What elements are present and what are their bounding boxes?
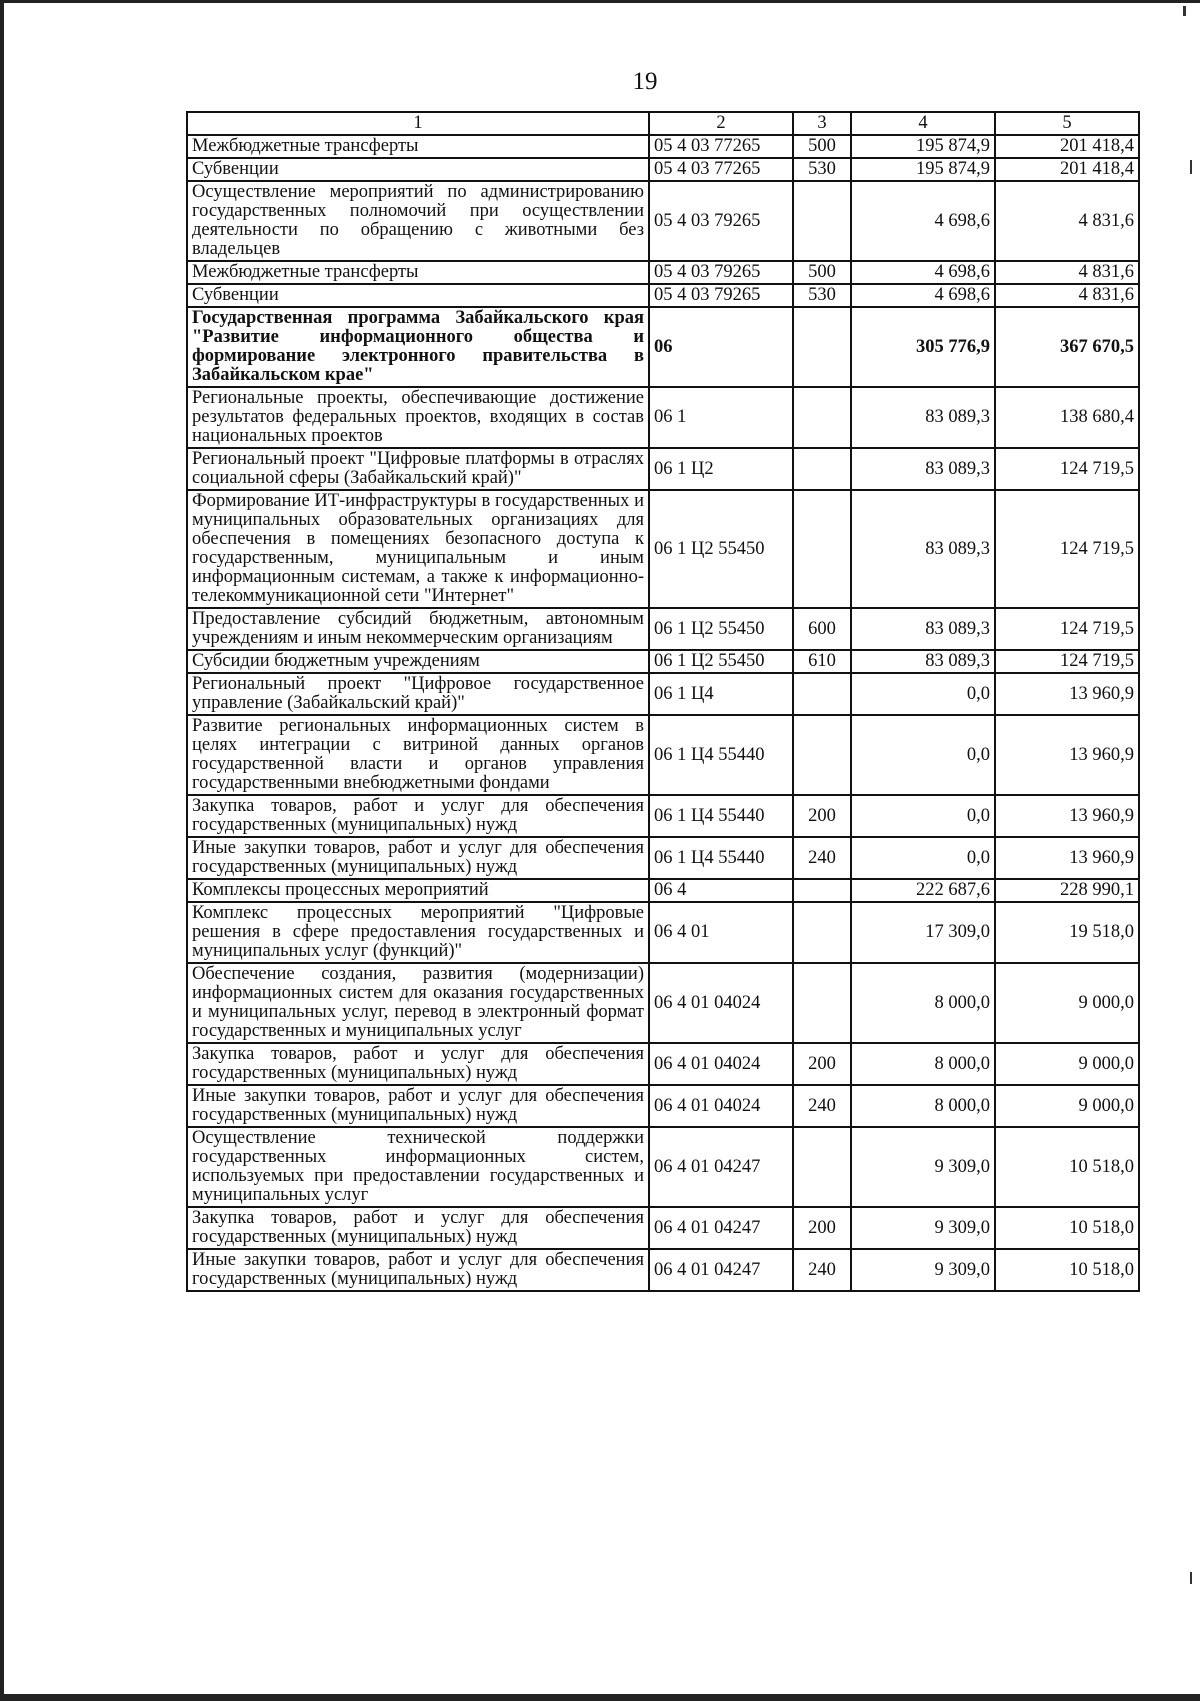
row-amount-2-cell: 13 960,9 <box>995 795 1139 837</box>
row-name-cell: Осуществление технической поддержки государственных информационных систем, используемых при предоставлении государственных и муниципальных услуг <box>187 1127 649 1207</box>
row-vr-cell <box>793 490 851 608</box>
row-name-cell: Региональный проект "Цифровое государственное управление (Забайкальский край)" <box>187 673 649 715</box>
row-vr-cell <box>793 963 851 1043</box>
row-name-cell: Субсидии бюджетным учреждениям <box>187 650 649 673</box>
row-amount-1-cell: 9 309,0 <box>851 1207 995 1249</box>
row-vr-cell: 530 <box>793 158 851 181</box>
row-amount-1-cell: 195 874,9 <box>851 135 995 158</box>
row-code-cell: 06 1 Ц4 55440 <box>649 837 793 879</box>
row-amount-1-cell: 8 000,0 <box>851 963 995 1043</box>
row-code-cell: 06 1 Ц4 55440 <box>649 715 793 795</box>
row-amount-2-cell: 9 000,0 <box>995 1043 1139 1085</box>
row-vr-cell <box>793 307 851 387</box>
row-vr-cell <box>793 181 851 261</box>
scan-speck <box>1190 1572 1192 1584</box>
row-code-cell: 06 4 01 <box>649 902 793 963</box>
row-amount-1-cell: 9 309,0 <box>851 1249 995 1291</box>
row-code-cell: 06 1 Ц4 <box>649 673 793 715</box>
row-amount-1-cell: 222 687,6 <box>851 879 995 902</box>
row-amount-1-cell: 83 089,3 <box>851 448 995 490</box>
header-col-1: 1 <box>187 112 649 135</box>
row-name-cell: Иные закупки товаров, работ и услуг для обеспечения государственных (муниципальных) нужд <box>187 1085 649 1127</box>
page-number: 19 <box>632 68 658 95</box>
scan-edge-left <box>0 0 4 1701</box>
row-amount-1-cell: 4 698,6 <box>851 261 995 284</box>
row-name-cell: Иные закупки товаров, работ и услуг для обеспечения государственных (муниципальных) нужд <box>187 1249 649 1291</box>
table-header-row <box>187 112 1139 135</box>
table-row <box>187 1207 1139 1249</box>
row-amount-2-cell: 13 960,9 <box>995 715 1139 795</box>
table-row <box>187 837 1139 879</box>
header-col-5: 5 <box>995 112 1139 135</box>
row-code-cell: 06 1 Ц2 55450 <box>649 650 793 673</box>
table-row <box>187 261 1139 284</box>
row-code-cell: 05 4 03 79265 <box>649 181 793 261</box>
row-amount-2-cell: 124 719,5 <box>995 650 1139 673</box>
row-code-cell: 06 1 Ц2 <box>649 448 793 490</box>
row-amount-2-cell: 201 418,4 <box>995 158 1139 181</box>
row-name-cell: Субвенции <box>187 158 649 181</box>
row-code-cell: 05 4 03 79265 <box>649 284 793 307</box>
row-name-cell: Предоставление субсидий бюджетным, автономным учреждениям и иным некоммерческим организациям <box>187 608 649 650</box>
header-col-3: 3 <box>793 112 851 135</box>
row-vr-cell: 200 <box>793 795 851 837</box>
row-code-cell: 06 4 01 04247 <box>649 1249 793 1291</box>
row-amount-1-cell: 83 089,3 <box>851 387 995 448</box>
table-row <box>187 1127 1139 1207</box>
row-name-cell: Развитие региональных информационных систем в целях интеграции с витриной данных органов государственной власти и органов управления государственными внебюджетными фондами <box>187 715 649 795</box>
table-row <box>187 1085 1139 1127</box>
header-col-2: 2 <box>649 112 793 135</box>
table-row <box>187 673 1139 715</box>
row-amount-2-cell: 13 960,9 <box>995 837 1139 879</box>
row-amount-2-cell: 124 719,5 <box>995 490 1139 608</box>
row-code-cell: 06 1 Ц2 55450 <box>649 608 793 650</box>
table-row <box>187 387 1139 448</box>
row-vr-cell <box>793 673 851 715</box>
row-code-cell: 06 4 01 04024 <box>649 1043 793 1085</box>
row-vr-cell <box>793 1127 851 1207</box>
row-name-cell: Региональные проекты, обеспечивающие достижение результатов федеральных проектов, входящих в состав национальных проектов <box>187 387 649 448</box>
row-amount-2-cell: 10 518,0 <box>995 1207 1139 1249</box>
row-name-cell: Закупка товаров, работ и услуг для обеспечения государственных (муниципальных) нужд <box>187 795 649 837</box>
row-name-cell: Осуществление мероприятий по администрированию государственных полномочий при осуществлении деятельности по обращению с животными без владельцев <box>187 181 649 261</box>
row-name-cell: Межбюджетные трансферты <box>187 135 649 158</box>
row-amount-1-cell: 9 309,0 <box>851 1127 995 1207</box>
table-row <box>187 1043 1139 1085</box>
row-code-cell: 05 4 03 77265 <box>649 158 793 181</box>
scan-speck <box>1190 160 1192 174</box>
row-vr-cell <box>793 715 851 795</box>
row-name-cell: Субвенции <box>187 284 649 307</box>
table-row <box>187 608 1139 650</box>
row-amount-1-cell: 17 309,0 <box>851 902 995 963</box>
row-amount-1-cell: 83 089,3 <box>851 650 995 673</box>
row-amount-2-cell: 124 719,5 <box>995 608 1139 650</box>
row-name-cell: Региональный проект "Цифровые платформы в отраслях социальной сферы (Забайкальский край)" <box>187 448 649 490</box>
row-amount-1-cell: 8 000,0 <box>851 1085 995 1127</box>
table-row <box>187 795 1139 837</box>
row-vr-cell: 240 <box>793 1249 851 1291</box>
row-amount-2-cell: 19 518,0 <box>995 902 1139 963</box>
row-vr-cell <box>793 448 851 490</box>
row-vr-cell: 610 <box>793 650 851 673</box>
row-amount-2-cell: 4 831,6 <box>995 181 1139 261</box>
row-code-cell: 06 4 01 04247 <box>649 1127 793 1207</box>
budget-table-body <box>187 112 1139 1291</box>
row-amount-1-cell: 0,0 <box>851 795 995 837</box>
scan-edge-bottom <box>0 1694 1200 1701</box>
row-name-cell: Государственная программа Забайкальского края "Развитие информационного общества и формирование электронного правительства в Забайкальском крае" <box>187 307 649 387</box>
row-amount-2-cell: 201 418,4 <box>995 135 1139 158</box>
row-vr-cell: 600 <box>793 608 851 650</box>
table-row <box>187 650 1139 673</box>
row-name-cell: Межбюджетные трансферты <box>187 261 649 284</box>
row-amount-1-cell: 0,0 <box>851 715 995 795</box>
table-row <box>187 879 1139 902</box>
table-row <box>187 448 1139 490</box>
row-vr-cell: 240 <box>793 1085 851 1127</box>
row-vr-cell: 530 <box>793 284 851 307</box>
row-code-cell: 06 1 Ц2 55450 <box>649 490 793 608</box>
row-vr-cell <box>793 879 851 902</box>
row-amount-2-cell: 4 831,6 <box>995 261 1139 284</box>
row-amount-1-cell: 4 698,6 <box>851 284 995 307</box>
row-vr-cell: 500 <box>793 135 851 158</box>
table-row <box>187 307 1139 387</box>
row-amount-2-cell: 4 831,6 <box>995 284 1139 307</box>
row-amount-2-cell: 9 000,0 <box>995 963 1139 1043</box>
table-row <box>187 135 1139 158</box>
table-row <box>187 902 1139 963</box>
row-amount-2-cell: 138 680,4 <box>995 387 1139 448</box>
scan-speck <box>1183 6 1186 16</box>
row-code-cell: 05 4 03 79265 <box>649 261 793 284</box>
row-amount-2-cell: 13 960,9 <box>995 673 1139 715</box>
row-name-cell: Комплекс процессных мероприятий "Цифровые решения в сфере предоставления государственных и муниципальных услуг (функций)" <box>187 902 649 963</box>
table-row <box>187 963 1139 1043</box>
row-name-cell: Закупка товаров, работ и услуг для обеспечения государственных (муниципальных) нужд <box>187 1043 649 1085</box>
row-vr-cell <box>793 387 851 448</box>
row-amount-2-cell: 367 670,5 <box>995 307 1139 387</box>
table-row <box>187 284 1139 307</box>
row-code-cell: 06 4 01 04024 <box>649 963 793 1043</box>
row-amount-2-cell: 124 719,5 <box>995 448 1139 490</box>
row-name-cell: Комплексы процессных мероприятий <box>187 879 649 902</box>
row-vr-cell: 500 <box>793 261 851 284</box>
table-row <box>187 490 1139 608</box>
row-name-cell: Обеспечение создания, развития (модернизации) информационных систем для оказания государственных и муниципальных услуг, перевод в электронный формат государственных и муниципальных услуг <box>187 963 649 1043</box>
row-amount-1-cell: 195 874,9 <box>851 158 995 181</box>
row-amount-2-cell: 9 000,0 <box>995 1085 1139 1127</box>
scan-edge-top <box>0 0 1200 3</box>
row-code-cell: 06 1 <box>649 387 793 448</box>
row-code-cell: 06 <box>649 307 793 387</box>
table-row <box>187 158 1139 181</box>
table-row <box>187 181 1139 261</box>
header-col-4: 4 <box>851 112 995 135</box>
row-code-cell: 06 4 <box>649 879 793 902</box>
row-name-cell: Формирование ИТ-инфраструктуры в государственных и муниципальных образовательных организациях для обеспечения в помещениях безопасного доступа к государственным, муниципальным и иным информационным системам, а также к информационно-телекоммуникационной сети "Интернет" <box>187 490 649 608</box>
row-amount-1-cell: 83 089,3 <box>851 608 995 650</box>
row-amount-2-cell: 10 518,0 <box>995 1127 1139 1207</box>
row-code-cell: 06 4 01 04247 <box>649 1207 793 1249</box>
row-name-cell: Иные закупки товаров, работ и услуг для обеспечения государственных (муниципальных) нужд <box>187 837 649 879</box>
row-amount-1-cell: 305 776,9 <box>851 307 995 387</box>
row-vr-cell: 200 <box>793 1043 851 1085</box>
row-amount-1-cell: 83 089,3 <box>851 490 995 608</box>
row-amount-1-cell: 4 698,6 <box>851 181 995 261</box>
row-amount-2-cell: 228 990,1 <box>995 879 1139 902</box>
row-amount-1-cell: 0,0 <box>851 673 995 715</box>
row-vr-cell <box>793 902 851 963</box>
row-code-cell: 05 4 03 77265 <box>649 135 793 158</box>
row-vr-cell: 200 <box>793 1207 851 1249</box>
table-row <box>187 715 1139 795</box>
row-amount-1-cell: 0,0 <box>851 837 995 879</box>
row-vr-cell: 240 <box>793 837 851 879</box>
row-amount-2-cell: 10 518,0 <box>995 1249 1139 1291</box>
row-code-cell: 06 1 Ц4 55440 <box>649 795 793 837</box>
row-code-cell: 06 4 01 04024 <box>649 1085 793 1127</box>
budget-table <box>186 111 1140 1292</box>
row-name-cell: Закупка товаров, работ и услуг для обеспечения государственных (муниципальных) нужд <box>187 1207 649 1249</box>
table-row <box>187 1249 1139 1291</box>
row-amount-1-cell: 8 000,0 <box>851 1043 995 1085</box>
